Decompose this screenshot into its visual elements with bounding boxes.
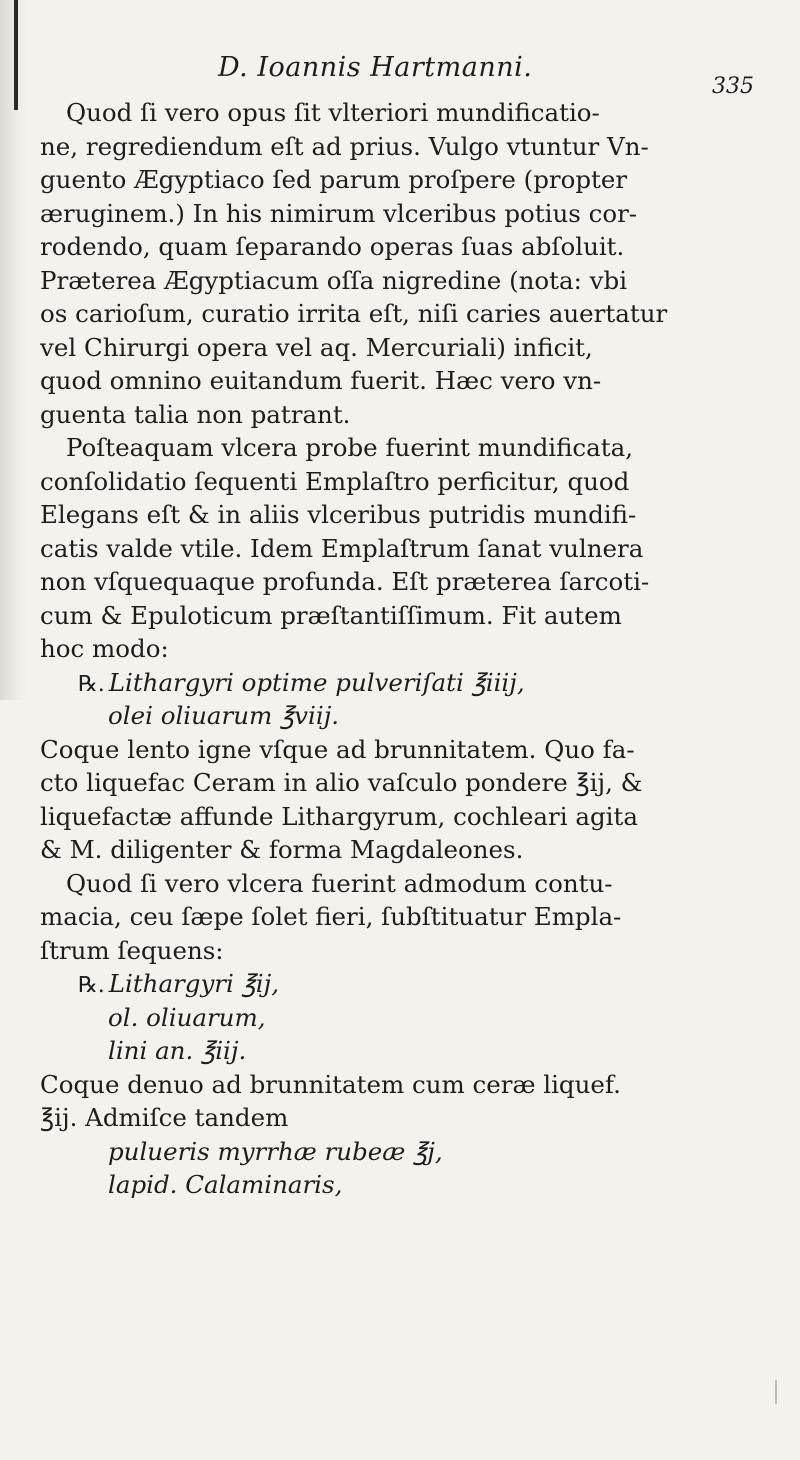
text-line-content: Coque denuo ad brunnitatem cum ceræ liquef.	[40, 1069, 621, 1099]
text-line-content: os carioſum, curatio irrita eſt, niſi caries auertatur	[40, 299, 668, 328]
text-line-content: Præterea Ægyptiacum oſſa nigredine (nota: vbi	[40, 265, 628, 295]
text-line-content: Quod ſi vero opus ſit vlteriori mundificatio-	[66, 98, 600, 127]
text-line	[40, 733, 770, 767]
text-line	[40, 967, 770, 1001]
text-line	[40, 1068, 770, 1102]
text-line	[40, 130, 770, 164]
text-line	[40, 498, 770, 532]
text-line-content: ol. oliuarum,	[108, 1002, 266, 1032]
text-line-content: cto liquefac Ceram in alio vaſculo pondere ℥ij, &	[40, 768, 643, 797]
text-line-content: ℥ij. Admiſce tandem	[40, 1103, 289, 1132]
text-line	[40, 1101, 770, 1135]
text-line-content: Elegans eſt & in aliis vlceribus putridis mundifi-	[40, 500, 637, 529]
text-line	[40, 900, 770, 934]
text-line-content: catis valde vtile. Idem Emplaſtrum ſanat vulnera	[40, 533, 644, 563]
text-line	[40, 1001, 770, 1035]
text-line-content: guenta talia non patrant.	[40, 399, 351, 429]
text-line-content: conſolidatio ſequenti Emplaſtro perficitur, quod	[40, 466, 630, 496]
text-line	[40, 230, 770, 264]
text-line	[40, 264, 770, 298]
body-text	[40, 96, 770, 1202]
text-line-content: Poſteaquam vlcera probe fuerint mundificata,	[66, 433, 633, 462]
page-edge-mark	[775, 1380, 777, 1404]
page-header	[0, 52, 800, 99]
text-line	[40, 297, 770, 331]
text-line	[40, 465, 770, 499]
text-line	[40, 1135, 770, 1169]
text-line	[40, 599, 770, 633]
text-line-content: non vſquequaque profunda. Eſt præterea ſarcoti-	[40, 567, 650, 596]
recipe-sign: ℞.	[78, 671, 105, 697]
text-line-content: Quod ſi vero vlcera fuerint admodum contu-	[66, 868, 613, 898]
text-line-content: hoc modo:	[40, 634, 169, 663]
text-line	[40, 565, 770, 599]
text-line	[40, 197, 770, 231]
text-line	[40, 163, 770, 197]
text-line-content: æruginem.) In his nimirum vlceribus potius cor-	[40, 198, 638, 228]
text-line-content: macia, ceu ſæpe ſolet fieri, ſubſtituatur Empla-	[40, 902, 622, 931]
text-line-content: Coque lento igne vſque ad brunnitatem. Quo fa-	[40, 734, 635, 764]
text-line	[40, 867, 770, 901]
text-line	[40, 934, 770, 968]
text-line	[40, 666, 770, 700]
text-line-content: lapid. Calaminaris,	[108, 1170, 343, 1199]
text-line	[40, 364, 770, 398]
text-line-content: ſtrum ſequens:	[40, 935, 224, 965]
text-line	[40, 398, 770, 432]
text-line	[40, 96, 770, 130]
text-line	[40, 766, 770, 800]
text-line-content: vel Chirurgi opera vel aq. Mercuriali) inficit,	[40, 332, 593, 362]
text-line-content: guento Ægyptiaco ſed parum proſpere (propter	[40, 165, 628, 194]
text-line	[40, 833, 770, 867]
text-line	[40, 632, 770, 666]
page-number: 335	[712, 74, 754, 99]
text-line-content: Lithargyri ℥ij,	[108, 969, 279, 998]
text-line-content: cum & Epuloticum præſtantiſſimum. Fit autem	[40, 600, 622, 630]
running-head: D. Ioannis Hartmanni.	[218, 52, 533, 83]
text-line	[40, 331, 770, 365]
text-line-content: olei oliuarum ℥viij.	[108, 701, 340, 730]
text-line-content: quod omnino euitandum fuerit. Hæc vero vn-	[40, 366, 602, 395]
text-line-content: lini an. ℥iij.	[108, 1036, 247, 1065]
text-line-content: Lithargyri optime pulveriſati ℥iiij,	[108, 667, 525, 697]
text-line	[40, 431, 770, 465]
text-line	[40, 1168, 770, 1202]
text-line-content: rodendo, quam ſeparando operas ſuas abſoluit.	[40, 232, 625, 261]
text-line	[40, 532, 770, 566]
text-line-content: ne, regrediendum eſt ad prius. Vulgo vtuntur Vn-	[40, 131, 649, 161]
text-line	[40, 1034, 770, 1068]
text-line-content: & M. diligenter & forma Magdaleones.	[40, 835, 524, 864]
text-line	[40, 699, 770, 733]
text-line-content: liquefactæ affunde Lithargyrum, cochleari agita	[40, 801, 638, 831]
text-line-content: pulueris myrrhæ rubeæ ℥j,	[108, 1136, 443, 1166]
text-line	[40, 800, 770, 834]
recipe-sign: ℞.	[78, 973, 105, 998]
